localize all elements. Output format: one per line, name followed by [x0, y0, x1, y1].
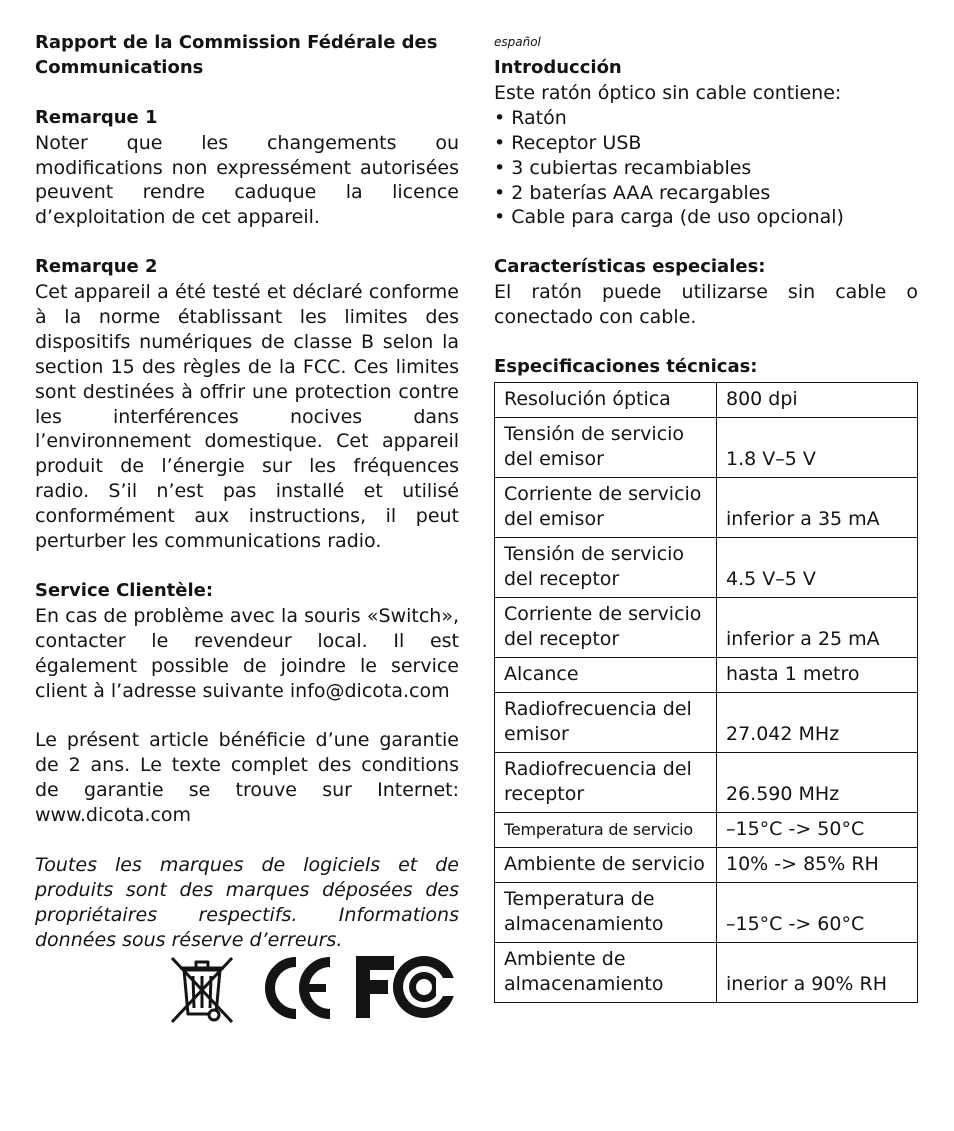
- spec-key: Ambiente de servicio: [495, 847, 717, 882]
- table-row: [495, 417, 918, 477]
- spec-key: Corriente de servicio del receptor: [495, 597, 717, 657]
- remarque-1-text: Noter que les changements ou modifications non expressément autorisées peuvent rendre caduque la licence d’exploitation de cet appareil.: [35, 131, 459, 229]
- table-row: [495, 942, 918, 1002]
- spec-value: inferior a 35 mA: [717, 477, 918, 537]
- introduccion-heading: Introducción: [494, 57, 622, 78]
- spec-key: Radiofrecuencia del emisor: [495, 692, 717, 752]
- table-row: [495, 847, 918, 882]
- spec-value: inferior a 25 mA: [717, 597, 918, 657]
- list-item: • Receptor USB: [494, 131, 918, 156]
- list-item: • 2 baterías AAA recargables: [494, 181, 918, 206]
- table-row: [495, 477, 918, 537]
- ce-mark-icon: [262, 956, 334, 1020]
- specs-heading: Especificaciones técnicas:: [494, 355, 758, 377]
- spec-value: –15°C -> 60°C: [717, 882, 918, 942]
- fcc-report-title: Rapport de la Commission Fédérale des Communications: [35, 32, 438, 78]
- remarque-2-text: Cet appareil a été testé et déclaré conforme à la norme établissant les limites des dispositifs numériques de classe B selon la section 15 des règles de la FCC. Ces limites sont destinées à offrir une protection contre les interférences nocives dans l’environnement domestique. Cet appareil produit de l’énergie sur les fréquences radio. S’il n’est pas installé et utilisé conformément aux instructions, il peut perturber les communications radio.: [35, 281, 459, 553]
- table-row: [495, 537, 918, 597]
- spec-key: Temperatura de almacenamiento: [495, 882, 717, 942]
- spec-key: Ambiente de almacenamiento: [495, 942, 717, 1002]
- spec-value: hasta 1 metro: [717, 657, 918, 692]
- spec-key: Tensión de servicio del receptor: [495, 537, 717, 597]
- features-heading: Características especiales:: [494, 256, 766, 278]
- spanish-column: [494, 31, 918, 1003]
- spec-value: 27.042 MHz: [717, 692, 918, 752]
- certification-logos: [164, 950, 464, 1024]
- table-row: [495, 597, 918, 657]
- spec-value: –15°C -> 50°C: [717, 812, 918, 847]
- remarque-1-heading: Remarque 1: [35, 106, 158, 128]
- trademarks-disclaimer: Toutes les marques de logiciels et de produits sont des marques déposées des propriétaires respectifs. Informations données sous réserve d’erreurs.: [35, 853, 459, 951]
- language-label: español: [494, 35, 541, 49]
- table-row: [495, 882, 918, 942]
- list-item: • 3 cubiertas recambiables: [494, 156, 918, 181]
- remarque-2-heading: Remarque 2: [35, 256, 158, 278]
- fcc-logo-icon: [354, 954, 458, 1020]
- spec-value: 4.5 V–5 V: [717, 537, 918, 597]
- spec-key: Radiofrecuencia del receptor: [495, 752, 717, 812]
- spec-key: Resolución óptica: [495, 382, 717, 417]
- french-column: [35, 31, 459, 952]
- spec-value: 800 dpi: [717, 382, 918, 417]
- table-row: [495, 752, 918, 812]
- spec-key: Alcance: [495, 657, 717, 692]
- spec-value: 26.590 MHz: [717, 752, 918, 812]
- features-text: El ratón puede utilizarse sin cable o conectado con cable.: [494, 281, 918, 329]
- package-contents-list: [494, 106, 918, 231]
- table-row: [495, 657, 918, 692]
- spec-value: inerior a 90% RH: [717, 942, 918, 1002]
- list-item: • Cable para carga (de uso opcional): [494, 205, 918, 230]
- list-item: • Ratón: [494, 106, 918, 131]
- spec-key: Corriente de servicio del emisor: [495, 477, 717, 537]
- service-clientele-heading: Service Clientèle:: [35, 579, 214, 601]
- spec-value: 1.8 V–5 V: [717, 417, 918, 477]
- introduccion-lead: Este ratón óptico sin cable contiene:: [494, 81, 842, 104]
- spec-key: Temperatura de servicio: [495, 812, 717, 847]
- table-row: [495, 382, 918, 417]
- garantie-text: Le présent article bénéficie d’une garantie de 2 ans. Le texte complet des conditions de garantie se trouve sur Internet: www.dicota.com: [35, 729, 459, 827]
- spec-value: 10% -> 85% RH: [717, 847, 918, 882]
- table-row: [495, 812, 918, 847]
- specs-table: [494, 382, 918, 1003]
- table-row: [495, 692, 918, 752]
- weee-bin-icon: [166, 952, 236, 1024]
- spec-key: Tensión de servicio del emisor: [495, 417, 717, 477]
- service-clientele-text: En cas de problème avec la souris «Switch», contacter le revendeur local. Il est également possible de joindre le service client à l’adresse suivante info@dicota.com: [35, 604, 459, 702]
